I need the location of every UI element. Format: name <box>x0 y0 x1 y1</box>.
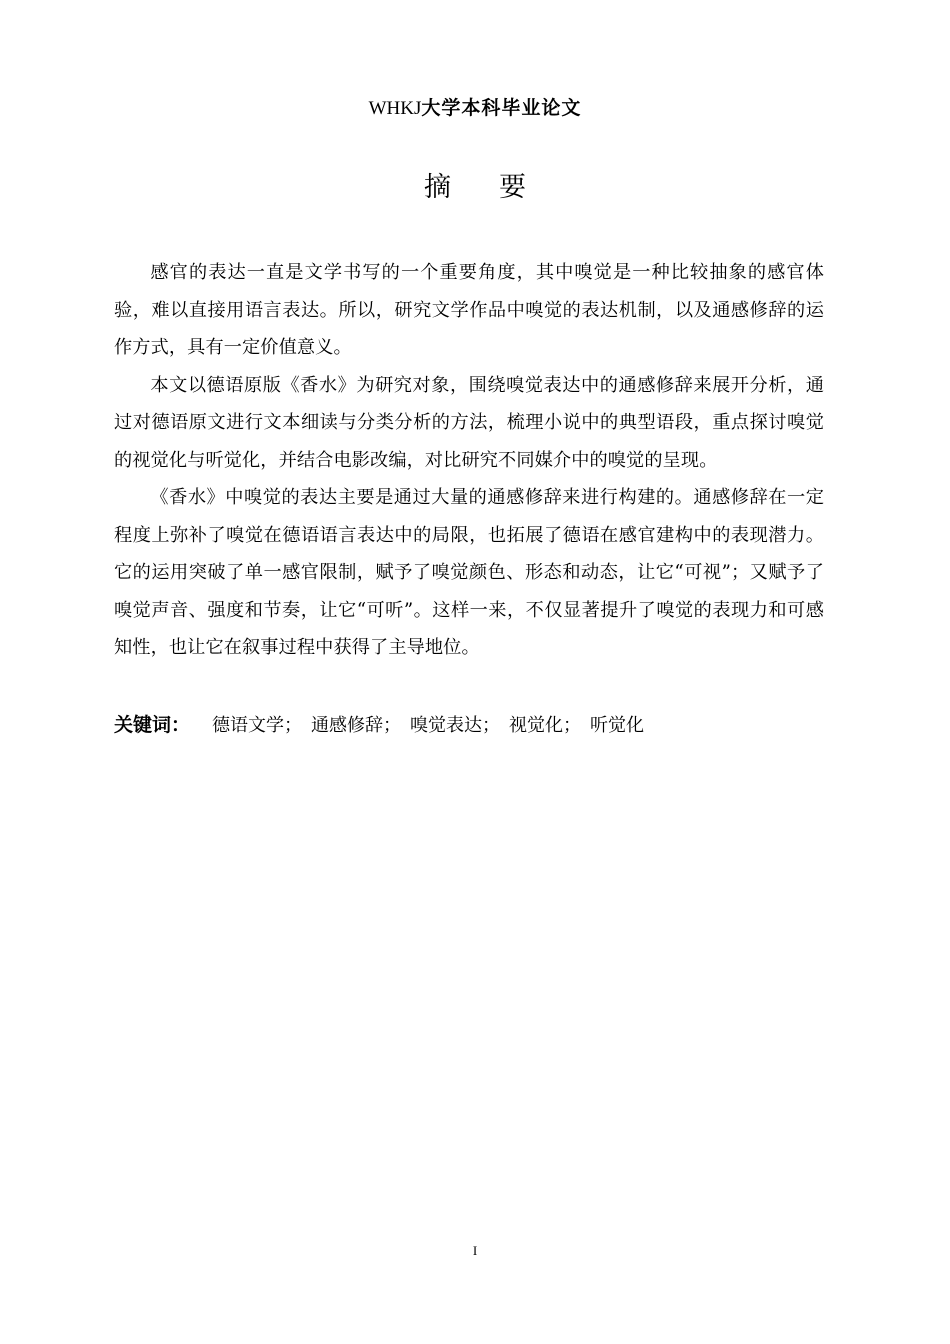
page-header <box>0 95 950 122</box>
abstract-title <box>0 170 950 206</box>
abstract-body <box>114 254 824 667</box>
abstract-paragraph-1: 感官的表达一直是文学书写的一个重要角度，其中嗅觉是一种比较抽象的感官体验，难以直接用语言表达。所以，研究文学作品中嗅觉的表达机制，以及通感修辞的运作方式，具有一定价值意义。 <box>114 262 824 358</box>
keywords-list: 德语文学； 通感修辞； 嗅觉表达； 视觉化； 听觉化 <box>212 715 645 736</box>
abstract-paragraph-2: 本文以德语原版《香水》为研究对象，围绕嗅觉表达中的通感修辞来展开分析，通过对德语原文进行文本细读与分类分析的方法，梳理小说中的典型语段，重点探讨嗅觉的视觉化与听觉化，并结合电影改编，对比研究不同媒介中的嗅觉的呈现。 <box>114 374 824 471</box>
keywords-label: 关键词： <box>114 714 191 736</box>
header-school-code: WHKJ <box>368 98 422 119</box>
abstract-title-char-1: 摘 <box>424 172 451 203</box>
keywords-line <box>114 710 834 741</box>
abstract-title-char-2: 要 <box>499 172 526 203</box>
page-number: I <box>472 1243 478 1258</box>
abstract-paragraph-3: 《香水》中嗅觉的表达主要是通过大量的通感修辞来进行构建的。通感修辞在一定程度上弥补了嗅觉在德语语言表达中的局限，也拓展了德语在感官建构中的表现潜力。它的运用突破了单一感官限制，赋予了嗅觉颜色、形态和动态，让它“可视”；又赋予了嗅觉声音、强度和节奏，让它“可听”。这样一来，不仅显著提升了嗅觉的表现力和可感知性，也让它在叙事过程中获得了主导地位。 <box>114 487 824 658</box>
header-thesis-type: 大学本科毕业论文 <box>421 97 582 119</box>
